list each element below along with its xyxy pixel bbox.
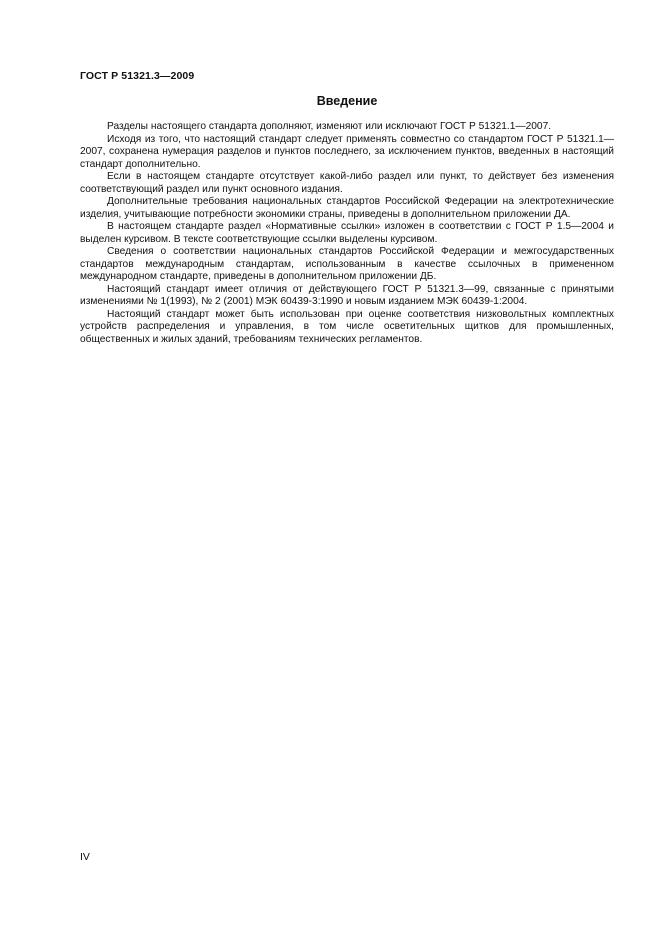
paragraph: Настоящий стандарт может быть использован при оценке соответствия низковольтных комплектных устройств распределения и управления, в том числе осветительных щитков для промышленных, общественных и жилых зданий, требованиям технических регламентов.	[80, 308, 614, 345]
paragraph: В настоящем стандарте раздел «Нормативные ссылки» изложен в соответствии с ГОСТ Р 1.5—2004 и выделен курсивом. В тексте соответствующие ссылки выделены курсивом.	[80, 221, 614, 245]
paragraph: Сведения о соответствии национальных стандартов Российской Федерации и межгосударственных стандартов международным стандартам, использованным в качестве ссылочных в примененном международном стандарте, приведены в дополнительном приложении ДБ.	[80, 246, 614, 282]
paragraph: Если в настоящем стандарте отсутствует какой-либо раздел или пункт, то действует без изменения соответствующий раздел или пункт основного издания.	[80, 171, 614, 195]
document-code: ГОСТ Р 51321.3—2009	[80, 70, 195, 82]
paragraph: Разделы настоящего стандарта дополняют, изменяют или исключают ГОСТ Р 51321.1—2007.	[107, 121, 552, 132]
paragraph: Настоящий стандарт имеет отличия от действующего ГОСТ Р 51321.3—99, связанные с принятыми изменениями № 1(1993), № 2 (2001) МЭК 60439-3:1990 и новым изданием МЭК 60439-1:2004.	[80, 283, 614, 307]
introduction-body	[80, 121, 614, 346]
paragraph: Дополнительные требования национальных стандартов Российской Федерации на электротехнические изделия, учитывающие потребности экономики страны, приведены в дополнительном приложении ДА.	[80, 196, 614, 220]
paragraph: Исходя из того, что настоящий стандарт следует применять совместно со стандартом ГОСТ Р 51321.1—2007, сохранена нумерация разделов и пунктов последнего, за исключением пунктов, введенных в настоящий стандарт дополнительно.	[80, 133, 614, 170]
page-number: IV	[80, 851, 90, 863]
section-title: Введение	[316, 94, 378, 108]
